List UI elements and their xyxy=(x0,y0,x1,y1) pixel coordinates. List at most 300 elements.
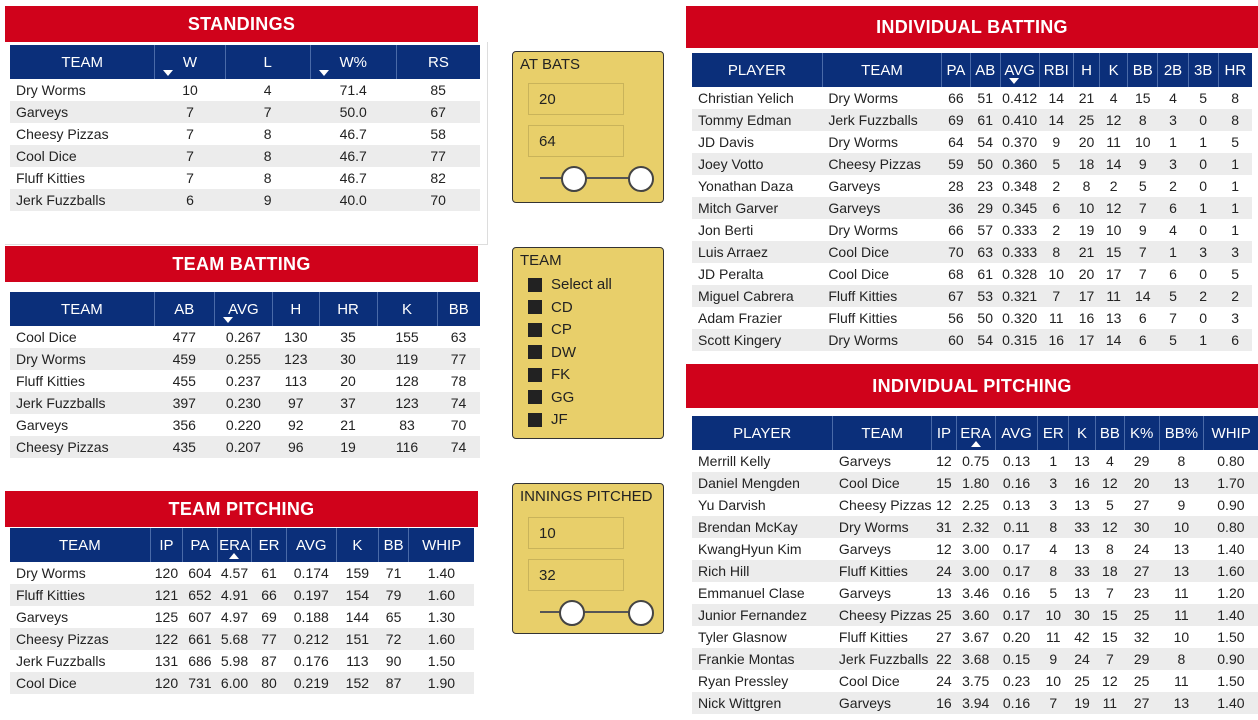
table-row[interactable] xyxy=(10,562,474,584)
column-header[interactable]: ERA xyxy=(217,528,252,562)
table-cell: 72 xyxy=(378,628,408,650)
at-bats-min-input[interactable]: 20 xyxy=(528,83,624,115)
table-cell: 65 xyxy=(385,609,402,625)
team-option[interactable] xyxy=(528,299,573,316)
team-option[interactable] xyxy=(528,344,576,361)
table-cell: 0.370 xyxy=(1002,134,1038,150)
table-row[interactable] xyxy=(10,326,480,348)
table-cell: 731 xyxy=(183,672,217,694)
column-header[interactable]: BB xyxy=(437,292,480,326)
table-row[interactable] xyxy=(692,516,1258,538)
table-cell: 1 xyxy=(1188,197,1218,219)
at-bats-max-input[interactable]: 64 xyxy=(528,125,624,157)
table-row[interactable] xyxy=(692,494,1258,516)
table-cell: 3 xyxy=(1158,109,1188,131)
table-cell: 0.188 xyxy=(293,609,329,625)
column-header[interactable]: 3B xyxy=(1188,53,1218,87)
column-header[interactable]: W xyxy=(155,45,225,79)
table-row[interactable] xyxy=(10,584,474,606)
table-cell: 2 xyxy=(1109,178,1118,194)
at-bats-min-handle[interactable] xyxy=(561,166,587,192)
table-cell: 9 xyxy=(1177,497,1186,513)
table-cell: 3.46 xyxy=(962,585,990,601)
column-header[interactable]: H xyxy=(1073,53,1099,87)
column-header[interactable]: IP xyxy=(932,416,957,450)
table-cell: 0.220 xyxy=(225,417,261,433)
checkbox-icon[interactable] xyxy=(528,278,542,292)
table-cell: 69 xyxy=(942,109,970,131)
table-cell: 0.348 xyxy=(1002,178,1038,194)
column-header[interactable]: K xyxy=(377,292,437,326)
table-cell: 121 xyxy=(150,584,182,606)
table-cell: 0 xyxy=(1188,153,1218,175)
table-cell: 19 xyxy=(319,436,377,458)
table-cell: 128 xyxy=(395,373,419,389)
team-batting-title: TEAM BATTING xyxy=(5,246,478,282)
column-header[interactable]: ER xyxy=(1038,416,1069,450)
table-cell: 0.410 xyxy=(1000,109,1039,131)
table-row[interactable] xyxy=(10,79,480,101)
table-cell: 79 xyxy=(378,584,408,606)
table-cell: Luis Arraez xyxy=(692,241,822,263)
table-row[interactable] xyxy=(10,101,480,123)
table-cell: 0.176 xyxy=(293,653,329,669)
table-cell: 10 xyxy=(1045,673,1062,689)
innings-max-handle[interactable] xyxy=(628,600,654,626)
table-cell: 3.68 xyxy=(956,648,995,670)
table-cell: 1 xyxy=(1049,453,1058,469)
table-row[interactable] xyxy=(10,606,474,628)
table-row[interactable] xyxy=(10,392,480,414)
table-cell: 25 xyxy=(1133,673,1150,689)
table-cell: Brendan McKay xyxy=(692,516,833,538)
table-cell: 12 xyxy=(1095,516,1124,538)
table-cell: Dry Worms xyxy=(16,565,86,581)
column-header[interactable]: HR xyxy=(1218,53,1252,87)
column-header[interactable]: BB xyxy=(1128,53,1158,87)
table-row[interactable] xyxy=(692,692,1258,714)
table-cell: 46.7 xyxy=(339,126,367,142)
column-header[interactable]: K xyxy=(336,528,378,562)
table-row[interactable] xyxy=(692,472,1258,494)
table-cell: 46.7 xyxy=(310,145,396,167)
table-cell: 33 xyxy=(1069,560,1096,582)
column-header[interactable]: PA xyxy=(183,528,217,562)
table-cell: 652 xyxy=(183,584,217,606)
team-option[interactable] xyxy=(528,389,574,406)
table-row[interactable] xyxy=(692,285,1252,307)
table-cell: 16 xyxy=(1039,329,1073,351)
table-cell: 0 xyxy=(1199,178,1208,194)
table-cell: 5 xyxy=(1039,153,1073,175)
table-cell: 1.40 xyxy=(1204,604,1258,626)
table-cell: 5 xyxy=(1138,178,1147,194)
table-cell: 2 xyxy=(1218,285,1252,307)
table-cell: 7 xyxy=(225,101,310,123)
table-cell: 36 xyxy=(942,197,970,219)
table-cell: 14 xyxy=(1128,285,1158,307)
table-row[interactable] xyxy=(692,538,1258,560)
table-cell: 0.16 xyxy=(995,472,1038,494)
table-cell: 1 xyxy=(1199,134,1208,150)
table-cell: 3 xyxy=(1188,241,1218,263)
table-row[interactable] xyxy=(10,123,480,145)
team-option[interactable] xyxy=(528,276,612,293)
innings-max-input[interactable]: 32 xyxy=(528,559,624,591)
table-cell: 397 xyxy=(154,392,214,414)
table-row[interactable] xyxy=(10,348,480,370)
table-cell: Garveys xyxy=(16,609,69,625)
column-header[interactable]: 2B xyxy=(1158,53,1188,87)
column-header[interactable]: BB xyxy=(378,528,408,562)
column-header[interactable]: TEAM xyxy=(833,416,932,450)
table-cell: 19 xyxy=(1078,222,1095,238)
table-cell: 113 xyxy=(346,653,369,669)
table-cell: 31 xyxy=(932,516,957,538)
table-cell: 1.50 xyxy=(1217,629,1245,645)
table-cell: 77 xyxy=(396,145,480,167)
team-option-label: JF xyxy=(551,411,568,428)
column-header[interactable]: ER xyxy=(252,528,286,562)
table-row[interactable] xyxy=(692,582,1258,604)
table-cell: 71 xyxy=(385,565,402,581)
table-cell: 12 xyxy=(936,497,952,513)
table-cell: 96 xyxy=(273,436,319,458)
column-header[interactable]: WHIP xyxy=(1204,416,1258,450)
table-cell: 21 xyxy=(1078,90,1095,106)
table-cell: Scott Kingery xyxy=(692,329,822,351)
table-cell: 2.32 xyxy=(956,516,995,538)
table-cell: 6 xyxy=(155,189,225,211)
table-cell: 30 xyxy=(319,348,377,370)
table-cell: 13 xyxy=(1159,692,1204,714)
table-cell: 12 xyxy=(1100,197,1128,219)
table-cell: 0.255 xyxy=(214,348,272,370)
table-cell: 8 xyxy=(1039,241,1073,263)
team-batting-table xyxy=(10,292,480,458)
table-cell: 30 xyxy=(1069,604,1096,626)
individual-batting-table xyxy=(692,53,1252,351)
checkbox-icon[interactable] xyxy=(528,345,542,359)
table-cell: 16 xyxy=(932,692,957,714)
column-header[interactable]: PLAYER xyxy=(692,53,822,87)
table-cell: 7 xyxy=(155,101,225,123)
table-cell: 0.315 xyxy=(1000,329,1039,351)
table-cell: 28 xyxy=(948,178,964,194)
table-cell: 92 xyxy=(288,417,304,433)
table-cell: 113 xyxy=(284,373,307,389)
table-cell: 8 xyxy=(263,170,272,186)
table-cell: 24 xyxy=(1133,541,1150,557)
table-row[interactable] xyxy=(692,197,1252,219)
table-cell: Jerk Fuzzballs xyxy=(822,109,941,131)
table-cell: 0.90 xyxy=(1204,648,1258,670)
table-cell: 1 xyxy=(1231,178,1240,194)
table-cell: Fluff Kitties xyxy=(828,310,898,326)
team-option-label: CP xyxy=(551,321,572,338)
table-cell: 20 xyxy=(1078,134,1095,150)
table-cell: Dry Worms xyxy=(828,222,899,238)
table-cell: 70 xyxy=(942,241,970,263)
column-header[interactable]: H xyxy=(273,292,319,326)
table-cell: 19 xyxy=(1069,692,1096,714)
table-row[interactable] xyxy=(692,241,1252,263)
checkbox-icon[interactable] xyxy=(528,413,542,427)
column-header[interactable]: AVG xyxy=(995,416,1038,450)
table-cell: Cool Dice xyxy=(833,472,932,494)
table-cell: 1.60 xyxy=(1204,560,1258,582)
table-cell: 29 xyxy=(1124,648,1159,670)
table-cell: 3.67 xyxy=(962,629,990,645)
checkbox-icon[interactable] xyxy=(528,368,542,382)
table-cell: 1.60 xyxy=(409,584,474,606)
table-cell: 21 xyxy=(1073,241,1099,263)
column-header[interactable]: ERA xyxy=(956,416,995,450)
table-cell: 25 xyxy=(1073,109,1099,131)
table-cell: Merrill Kelly xyxy=(698,453,771,469)
table-cell: 18 xyxy=(1073,153,1099,175)
table-cell: Cheesy Pizzas xyxy=(822,153,941,175)
table-cell: 67 xyxy=(942,285,970,307)
table-cell: 7 xyxy=(1105,585,1114,601)
table-cell: 0.212 xyxy=(286,628,336,650)
at-bats-slicer xyxy=(512,51,664,203)
table-cell: 87 xyxy=(261,653,277,669)
team-option[interactable] xyxy=(528,321,572,338)
column-header[interactable]: WHIP xyxy=(409,528,474,562)
table-cell: 5.68 xyxy=(217,628,252,650)
table-cell: 24 xyxy=(932,560,957,582)
table-row[interactable] xyxy=(10,628,474,650)
table-cell: 0.328 xyxy=(1002,266,1038,282)
column-header[interactable]: L xyxy=(225,45,310,79)
table-cell: 0.17 xyxy=(995,560,1038,582)
table-cell: 54 xyxy=(970,329,1000,351)
table-cell: 53 xyxy=(970,285,1000,307)
table-cell: 4 xyxy=(1105,453,1114,469)
column-header[interactable]: AVG xyxy=(214,292,272,326)
table-cell: Cheesy Pizzas xyxy=(16,126,109,142)
table-cell: 68 xyxy=(948,266,964,282)
column-header[interactable]: AB xyxy=(154,292,214,326)
table-row[interactable] xyxy=(692,263,1252,285)
table-row[interactable] xyxy=(10,370,480,392)
table-row[interactable] xyxy=(692,648,1258,670)
table-cell: Fluff Kitties xyxy=(16,170,85,186)
table-cell: JD Davis xyxy=(698,134,755,150)
table-cell: 32 xyxy=(1133,629,1150,645)
table-cell: 23 xyxy=(977,178,993,194)
table-cell: 15 xyxy=(1095,604,1124,626)
table-cell: 82 xyxy=(430,170,446,186)
table-cell: 16 xyxy=(1069,472,1096,494)
column-header[interactable]: RS xyxy=(396,45,480,79)
checkbox-icon[interactable] xyxy=(528,300,542,314)
innings-min-handle[interactable] xyxy=(559,600,585,626)
table-cell: 20 xyxy=(1078,266,1095,282)
table-row[interactable] xyxy=(10,650,474,672)
table-row[interactable] xyxy=(10,414,480,436)
table-row[interactable] xyxy=(10,167,480,189)
column-header[interactable]: PLAYER xyxy=(692,416,833,450)
innings-min-input[interactable]: 10 xyxy=(528,517,624,549)
table-cell: 7 xyxy=(186,170,194,186)
column-header[interactable]: TEAM xyxy=(10,528,150,562)
table-row[interactable] xyxy=(692,153,1252,175)
table-cell: 8 xyxy=(225,145,310,167)
table-row[interactable] xyxy=(692,560,1258,582)
table-cell: Cool Dice xyxy=(822,241,941,263)
column-header[interactable]: K% xyxy=(1124,416,1159,450)
table-cell: 0.75 xyxy=(962,453,990,469)
table-cell: 0.20 xyxy=(1002,629,1031,645)
column-header[interactable]: IP xyxy=(150,528,182,562)
column-header[interactable]: AVG xyxy=(286,528,336,562)
table-cell: Cheesy Pizzas xyxy=(10,436,154,458)
table-row[interactable] xyxy=(692,626,1258,648)
table-cell: 87 xyxy=(378,672,408,694)
table-cell: 27 xyxy=(1124,692,1159,714)
table-cell: 151 xyxy=(336,628,378,650)
table-cell: 59 xyxy=(942,153,970,175)
table-cell: Fluff Kitties xyxy=(10,584,150,606)
table-cell: 435 xyxy=(154,436,214,458)
column-header[interactable]: TEAM xyxy=(10,292,154,326)
table-row[interactable] xyxy=(692,670,1258,692)
table-cell: Jerk Fuzzballs xyxy=(10,189,155,211)
table-cell: 14 xyxy=(1039,109,1073,131)
table-cell: 1.50 xyxy=(1217,673,1245,689)
team-option[interactable] xyxy=(528,366,570,383)
innings-pitched-label: INNINGS PITCHED xyxy=(520,488,653,505)
table-cell: 6 xyxy=(1138,310,1147,326)
column-header[interactable]: W% xyxy=(310,45,396,79)
table-cell: 0.13 xyxy=(1002,453,1031,469)
table-cell: 686 xyxy=(188,653,212,669)
column-header[interactable]: HR xyxy=(319,292,377,326)
team-option-label: GG xyxy=(551,388,575,406)
header-row xyxy=(10,45,480,79)
table-cell: 12 xyxy=(1102,673,1118,689)
table-cell: 35 xyxy=(340,329,356,345)
column-header[interactable]: TEAM xyxy=(822,53,941,87)
table-cell: 0 xyxy=(1199,222,1208,238)
table-row[interactable] xyxy=(692,131,1252,153)
table-cell: 131 xyxy=(154,653,179,669)
table-cell: 10 xyxy=(1173,629,1190,645)
table-cell: 6 xyxy=(1128,329,1158,351)
table-cell: 8 xyxy=(1231,90,1240,106)
at-bats-max-handle[interactable] xyxy=(628,166,654,192)
table-cell: Jon Berti xyxy=(698,222,754,238)
table-cell: 14 xyxy=(1100,329,1128,351)
standings-table xyxy=(10,45,480,211)
table-row[interactable] xyxy=(10,189,480,211)
table-cell: 1.40 xyxy=(427,565,456,581)
table-cell: Tommy Edman xyxy=(692,109,822,131)
table-cell: Fluff Kitties xyxy=(16,373,85,389)
table-cell: 6 xyxy=(1169,266,1177,282)
table-row[interactable] xyxy=(692,109,1252,131)
table-cell: 70 xyxy=(396,189,480,211)
team-pitching-title: TEAM PITCHING xyxy=(5,491,478,527)
table-cell: 1.40 xyxy=(1204,692,1258,714)
table-cell: 477 xyxy=(172,329,196,345)
checkbox-icon[interactable] xyxy=(528,323,542,337)
table-cell: 23 xyxy=(1133,585,1150,601)
table-cell: Miguel Cabrera xyxy=(692,285,822,307)
table-cell: 8 xyxy=(1038,560,1069,582)
table-row[interactable] xyxy=(692,329,1252,351)
table-cell: 9 xyxy=(1052,134,1061,150)
table-cell: 63 xyxy=(970,241,1000,263)
table-cell: Fluff Kitties xyxy=(838,629,908,645)
team-option[interactable] xyxy=(528,411,568,428)
header-row xyxy=(692,416,1258,450)
table-cell: 16 xyxy=(1078,310,1095,326)
table-cell: 61 xyxy=(977,266,993,282)
table-cell: 0.80 xyxy=(1204,516,1258,538)
column-header[interactable]: K xyxy=(1069,416,1096,450)
table-cell: 0.17 xyxy=(995,604,1038,626)
table-cell: 0.16 xyxy=(1002,585,1031,601)
table-cell: 0.321 xyxy=(1000,285,1039,307)
table-cell: 6 xyxy=(1158,197,1188,219)
table-cell: 4 xyxy=(263,82,272,98)
table-cell: 0.17 xyxy=(1002,541,1031,557)
table-row[interactable] xyxy=(10,672,474,694)
table-row[interactable] xyxy=(692,604,1258,626)
at-bats-slider-track xyxy=(540,177,640,179)
table-cell: 46.7 xyxy=(339,170,367,186)
header-row xyxy=(10,292,480,326)
table-cell: 5 xyxy=(1199,90,1208,106)
table-cell: 4.57 xyxy=(220,565,249,581)
table-row[interactable] xyxy=(692,175,1252,197)
column-header[interactable]: RBI xyxy=(1039,53,1073,87)
column-header[interactable]: PA xyxy=(942,53,970,87)
table-row[interactable] xyxy=(10,145,480,167)
table-row[interactable] xyxy=(10,436,480,458)
table-row[interactable] xyxy=(692,450,1258,472)
table-cell: 60 xyxy=(942,329,970,351)
table-cell: 6 xyxy=(1039,197,1073,219)
table-cell: Nick Wittgren xyxy=(692,692,833,714)
column-header[interactable]: BB% xyxy=(1159,416,1204,450)
table-row[interactable] xyxy=(692,219,1252,241)
column-header[interactable]: K xyxy=(1100,53,1128,87)
table-row[interactable] xyxy=(692,307,1252,329)
table-row[interactable] xyxy=(692,87,1252,109)
column-header[interactable]: AVG xyxy=(1000,53,1039,87)
table-cell: 8 xyxy=(263,126,272,142)
table-cell: Dry Worms xyxy=(828,90,899,106)
table-cell: Fluff Kitties xyxy=(822,285,941,307)
table-cell: Cool Dice xyxy=(10,145,155,167)
column-header[interactable]: AB xyxy=(970,53,1000,87)
column-header[interactable]: BB xyxy=(1095,416,1124,450)
table-cell: 6 xyxy=(1218,329,1252,351)
table-cell: Dry Worms xyxy=(10,348,154,370)
table-cell: 11 xyxy=(1174,673,1189,689)
table-cell: 13 xyxy=(936,585,952,601)
column-header[interactable]: TEAM xyxy=(10,45,155,79)
checkbox-icon[interactable] xyxy=(528,390,542,404)
table-cell: 0.320 xyxy=(1002,310,1038,326)
table-cell: Rich Hill xyxy=(692,560,833,582)
table-cell: 12 xyxy=(1100,109,1128,131)
table-cell: 119 xyxy=(377,348,437,370)
